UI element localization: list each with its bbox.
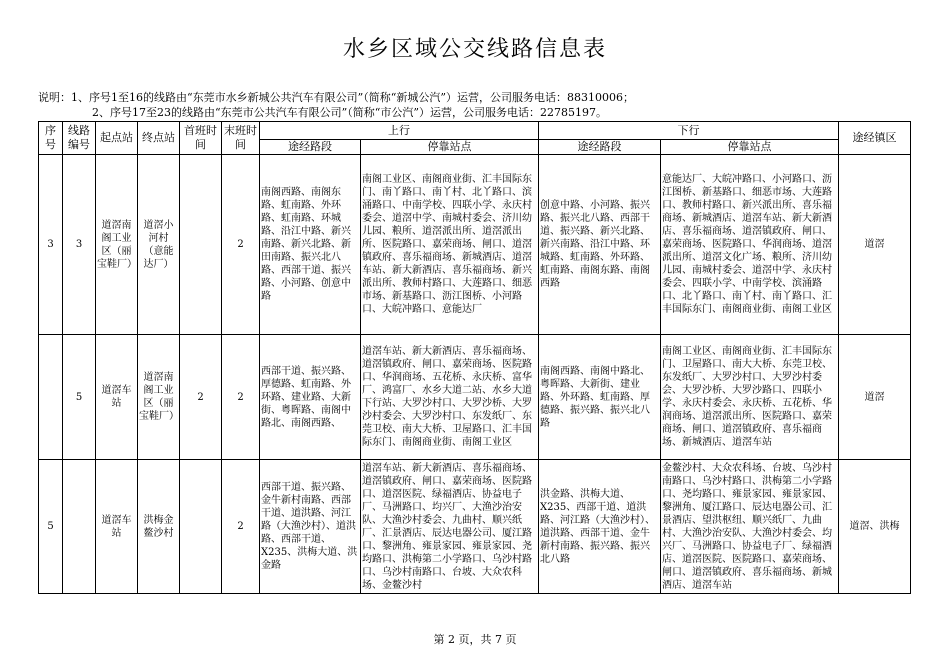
cell-route-no <box>63 460 96 594</box>
cell-start: 道滘南阁工业区（丽宝鞋厂） <box>96 155 138 335</box>
cell-last: 2 <box>222 155 260 335</box>
cell-towns: 道滘、洪梅 <box>839 460 911 594</box>
cell-end: 道滘小河村（意能达厂） <box>138 155 180 335</box>
cell-route-no: 3 <box>63 155 96 335</box>
header-up-stops: 停靠站点 <box>361 140 539 155</box>
cell-up-stops: 道滘车站、新大新酒店、喜乐福商场、道滘镇政府、闸口、嘉荣商场、医院路口、华润商场、五花桥、永庆桥、富华厂、鸿富厂、水乡大道二站、水乡大道下行站、大罗沙村口、大罗沙桥、大罗沙村委会、大罗沙村口、东发纸厂、东莞卫校、南大大桥、卫屋路口、汇丰国际东门、南阁商业街、南阁工业区 <box>361 335 539 460</box>
cell-first <box>180 155 222 335</box>
cell-up-road: 南阁西路、南阁东路、虹南路、外环路、虹南路、环城路、沿江中路、新兴南路、新兴北路、新田南路、振兴北八路、西部干道、振兴路、小河路、创意中路 <box>260 155 361 335</box>
cell-towns: 道滘 <box>839 155 911 335</box>
header-up: 上行 <box>260 122 539 140</box>
table-row <box>39 155 911 335</box>
cell-start: 道滘车站 <box>96 335 138 460</box>
cell-end: 洪梅金鳌沙村 <box>138 460 180 594</box>
cell-down-stops: 意能达厂、大皖冲路口、小河路口、沥江图桥、新基路口、细恶市场、大莲路口、教师村路口、新兴派出所、喜乐福商场、新城酒店、道滘车站、新大新酒店、喜乐福商场、道滘镇政府、闸口、嘉荣商场、医院路口、华润商场、道滘派出所、道滘文化广场、粮所、济川幼儿园、南城村委会、道滘中学、永庆村委会、四联小学、中南学校、滨涌路口、北丫路口、南丫村、南丫路口、汇丰国际东门、南阁商业街、南阁工业区 <box>661 155 839 335</box>
cell-end: 道滘南阁工业区（丽宝鞋厂） <box>138 335 180 460</box>
table-row <box>39 460 911 594</box>
cell-up-stops: 道滘车站、新大新酒店、喜乐福商场、道滘镇政府、闸口、嘉荣商场、医院路口、道滘医院、绿福酒店、协益电子厂、马洲路口、均兴厂、大渔沙治安队、大渔沙村委会、九曲村、顺兴纸厂、汇景酒店、辰达电器公司、厦江路口、黎洲角、雍景家园、雍景家园、尧均路口、洪梅第二小学路口、乌沙村路口、乌沙村南路口、台坡、大众农科场、金鳌沙村 <box>361 460 539 594</box>
cell-start: 道滘车站 <box>96 460 138 594</box>
cell-down-road: 创意中路、小河路、振兴路、振兴北八路、西部干道、振兴路、新兴北路、新兴南路、沿江中路、环城路、虹南路、外环路、虹南路、南阁东路、南阁西路 <box>539 155 661 335</box>
cell-up-road: 西部干道、振兴路、厚德路、虹南路、外环路、建业路、大新街、粤晖路、南阁中路北、南阁西路、 <box>260 335 361 460</box>
header-up-road: 途经路段 <box>260 140 361 155</box>
header-first: 首班时间 <box>180 122 222 155</box>
cell-first <box>180 460 222 594</box>
header-towns: 途经镇区 <box>839 122 911 155</box>
cell-seq <box>39 335 63 460</box>
header-end: 终点站 <box>138 122 180 155</box>
cell-seq: 5 <box>39 460 63 594</box>
cell-down-road: 洪金路、洪梅大道、X235、西部干道、道洪路、河江路（大渔沙村）、道洪路、西部干道、金牛新村南路、振兴路、振兴北八路 <box>539 460 661 594</box>
note-line-1: 说明：1、序号1至16的线路由“东莞市水乡新城公共汽车有限公司”（简称“新城公汽”）运营，公司服务电话：88310006； <box>38 91 634 104</box>
header-last: 末班时间 <box>222 122 260 155</box>
cell-last: 2 <box>222 460 260 594</box>
header-down-stops: 停靠站点 <box>661 140 839 155</box>
header-start: 起点站 <box>96 122 138 155</box>
cell-down-stops: 南阁工业区、南阁商业街、汇丰国际东门、卫屋路口、南大大桥、东莞卫校、东发纸厂、大罗沙村口、大罗沙村委会、大罗沙桥、大罗沙路口、四联小学、永庆村委会、永庆桥、五花桥、华润商场、道滘派出所、医院路口、嘉荣商场、闸口、道滘镇政府、喜乐福商场、新城酒店、道滘车站 <box>661 335 839 460</box>
cell-first: 2 <box>180 335 222 460</box>
cell-last: 2 <box>222 335 260 460</box>
cell-towns: 道滘 <box>839 335 911 460</box>
cell-up-road: 西部干道、振兴路、金牛新村南路、西部干道、道洪路、河江路（大渔沙村）、道洪路、西部干道、X235、洪梅大道、洪金路 <box>260 460 361 594</box>
cell-down-stops: 金鳌沙村、大众农科场、台坡、乌沙村南路口、乌沙村路口、洪梅第二小学路口、尧均路口、雍景家园、雍景家园、黎洲角、厦江路口、辰达电器公司、汇景酒店、望洪枢纽、顺兴纸厂、九曲村、大渔沙治安队、大渔沙村委会、均兴厂、马洲路口、协益电子厂、绿福酒店、道滘医院、医院路口、嘉荣商场、闸口、道滘镇政府、喜乐福商场、新城酒店、道滘车站 <box>661 460 839 594</box>
header-down: 下行 <box>539 122 839 140</box>
header-seq: 序号 <box>39 122 63 155</box>
note-line-2: 2、序号17至23的线路由“东莞市公共汽车有限公司”（简称“市公汽”）运营，公司服务电话：22785197。 <box>92 106 607 119</box>
page-footer: 第 2 页，共 7 页 <box>433 633 517 646</box>
page-title: 水乡区域公交线路信息表 <box>342 37 607 62</box>
header-route-no: 线路编号 <box>63 122 96 155</box>
table-row <box>39 335 911 460</box>
cell-up-stops: 南阁工业区、南阁商业街、汇丰国际东门、南丫路口、南丫村、北丫路口、滨涌路口、中南学校、四联小学、永庆村委会、道滘中学、南城村委会、济川幼儿园、粮所、道滘派出所、道滘派出所、医院路口、嘉荣商场、闸口、道滘镇政府、喜乐福商场、新城酒店、道滘车站、新大新酒店、喜乐福商场、新兴派出所、教师村路口、大莲路口、细恶市场、新基路口、沥江图桥、小河路口、大皖冲路口、意能达厂 <box>361 155 539 335</box>
cell-seq: 3 <box>39 155 63 335</box>
header-down-road: 途经路段 <box>539 140 661 155</box>
cell-route-no: 5 <box>63 335 96 460</box>
route-table <box>38 121 911 594</box>
cell-down-road: 南阁西路、南阁中路北、粤晖路、大新街、建业路、外环路、虹南路、厚德路、振兴路、振兴北八路 <box>539 335 661 460</box>
